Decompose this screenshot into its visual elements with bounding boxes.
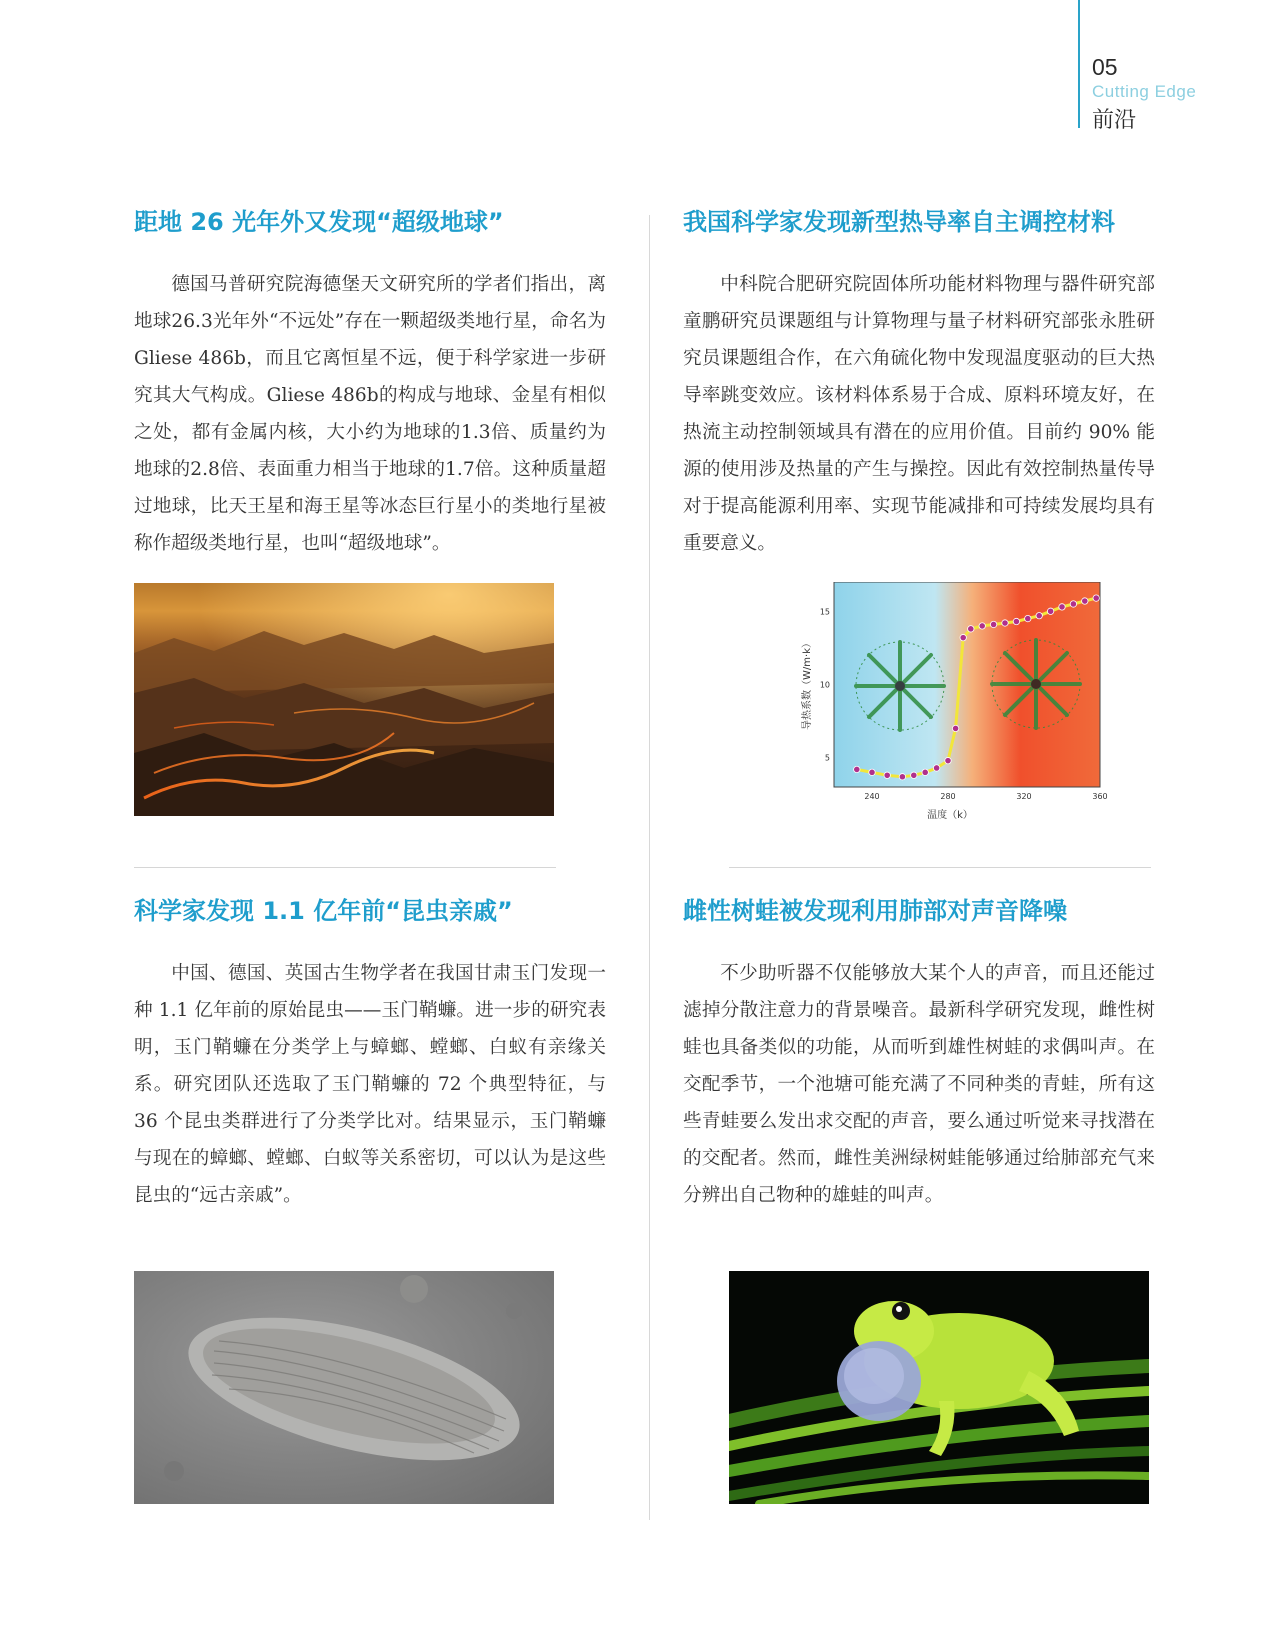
section-label-cn: 前沿 bbox=[1092, 108, 1137, 133]
chart-data-point bbox=[979, 623, 985, 629]
chart-data-point bbox=[945, 757, 951, 763]
chart-canvas bbox=[796, 582, 1108, 822]
chart-data-point bbox=[960, 634, 966, 640]
chart-data-point bbox=[1093, 595, 1099, 601]
chart-data-point bbox=[884, 772, 890, 778]
chart-data-point bbox=[1059, 604, 1065, 610]
folio-bar bbox=[1078, 0, 1080, 128]
chart-data-point bbox=[968, 626, 974, 632]
chart-data-point bbox=[1082, 598, 1088, 604]
frog-illustration bbox=[729, 1271, 1149, 1504]
article-body: 德国马普研究院海德堡天文研究所的学者们指出，离地球26.3光年外“不远处”存在一颗超级类地行星，命名为Gliese 486b，而且它离恒星不远，便于科学家进一步研究其大气构成。Gliese 486b的构成与地球、金星有相似之处，都有金属内核，大小约为地球的1.3倍、质量约为地球的2.8倍、表面重力相当于地球的1.7倍。这种质量超过地球，比天王星和海王星等冰态巨行星小的类地行星被称作超级类地行星，也叫“超级地球”。 bbox=[134, 274, 606, 554]
chart-y-tick-label: 15 bbox=[819, 607, 830, 617]
section-label-en: Cutting Edge bbox=[1092, 82, 1197, 101]
article-insect-relative bbox=[134, 895, 606, 1214]
article-body: 不少助听器不仅能够放大某个人的声音，而且还能过滤掉分散注意力的背景噪音。最新科学研究发现，雌性树蛙也具备类似的功能，从而听到雄性树蛙的求偶叫声。在交配季节，一个池塘可能充满了不同种类的青蛙，所有这些青蛙要么发出求交配的声音，要么通过听觉来寻找潜在的交配者。然而，雌性美洲绿树蛙能够通过给肺部充气来分辨出自己物种的雄蛙的叫声。 bbox=[683, 963, 1155, 1206]
chart-data-point bbox=[952, 725, 958, 731]
tree-frog-image bbox=[729, 1271, 1149, 1504]
exoplanet-illustration bbox=[134, 583, 554, 816]
chart-data-point bbox=[922, 769, 928, 775]
row-divider-left bbox=[134, 867, 556, 868]
article-title: 科学家发现 1.1 亿年前“昆虫亲戚” bbox=[134, 897, 513, 925]
chart-data-point bbox=[1070, 601, 1076, 607]
chart-data-point bbox=[911, 772, 917, 778]
chart-x-tick-label: 240 bbox=[864, 792, 880, 801]
article-title: 距地 26 光年外又发现“超级地球” bbox=[134, 208, 504, 236]
article-title: 我国科学家发现新型热导率自主调控材料 bbox=[683, 208, 1115, 236]
thermal-conductivity-chart bbox=[796, 582, 1108, 822]
article-body: 中科院合肥研究院固体所功能材料物理与器件研究部童鹏研究员课题组与计算物理与量子材料研究部张永胜研究员课题组合作，在六角硫化物中发现温度驱动的巨大热导率跳变效应。该材料体系易于合成、原料环境友好，在热流主动控制领域具有潜在的应用价值。目前约 90% 能源的使用涉及热量的产生与操控。因此有效控制热量传导对于提高能源利用率、实现节能减排和可持续发展均具有重要意义。 bbox=[683, 274, 1155, 554]
chart-data-point bbox=[933, 765, 939, 771]
article-thermal-material bbox=[683, 206, 1155, 562]
chart-y-tick-label: 10 bbox=[819, 680, 830, 690]
chart-data-point bbox=[1013, 618, 1019, 624]
chart-data-point bbox=[854, 766, 860, 772]
chart-x-tick-label: 320 bbox=[1016, 792, 1032, 801]
chart-x-tick-label: 280 bbox=[940, 792, 956, 801]
article-super-earth bbox=[134, 206, 606, 562]
chart-x-tick-label: 360 bbox=[1092, 792, 1108, 801]
page-number: 05 bbox=[1092, 54, 1118, 80]
article-tree-frog bbox=[683, 895, 1155, 1214]
row-divider-right bbox=[729, 867, 1151, 868]
article-title: 雌性树蛙被发现利用肺部对声音降噪 bbox=[683, 897, 1067, 925]
insect-fossil-image bbox=[134, 1271, 554, 1504]
hot-crystal-structure bbox=[992, 640, 1080, 728]
exoplanet-surface-image bbox=[134, 583, 554, 816]
chart-data-point bbox=[869, 769, 875, 775]
chart-data-point bbox=[1036, 612, 1042, 618]
chart-data-point bbox=[1047, 608, 1053, 614]
chart-y-tick-label: 5 bbox=[824, 753, 830, 763]
column-divider bbox=[649, 215, 650, 1520]
chart-data-point bbox=[899, 774, 905, 780]
cold-crystal-structure bbox=[856, 642, 944, 730]
chart-data-point bbox=[1002, 620, 1008, 626]
chart-y-axis-label: 导热系数（W/m·k） bbox=[802, 638, 813, 730]
fossil-illustration bbox=[134, 1271, 554, 1504]
chart-data-point bbox=[990, 621, 996, 627]
chart-x-axis-label: 温度（k） bbox=[927, 810, 973, 821]
chart-data-point bbox=[1025, 615, 1031, 621]
article-body: 中国、德国、英国古生物学者在我国甘肃玉门发现一种 1.1 亿年前的原始昆虫——玉门鞘蠊。进一步的研究表明，玉门鞘蠊在分类学上与蟑螂、螳螂、白蚁有亲缘关系。研究团队还选取了玉门鞘蠊的 72 个典型特征，与 36 个昆虫类群进行了分类学比对。结果显示，玉门鞘蠊与现在的蟑螂、螳螂、白蚁等关系密切，可以认为是这些昆虫的“远古亲戚”。 bbox=[134, 963, 606, 1206]
